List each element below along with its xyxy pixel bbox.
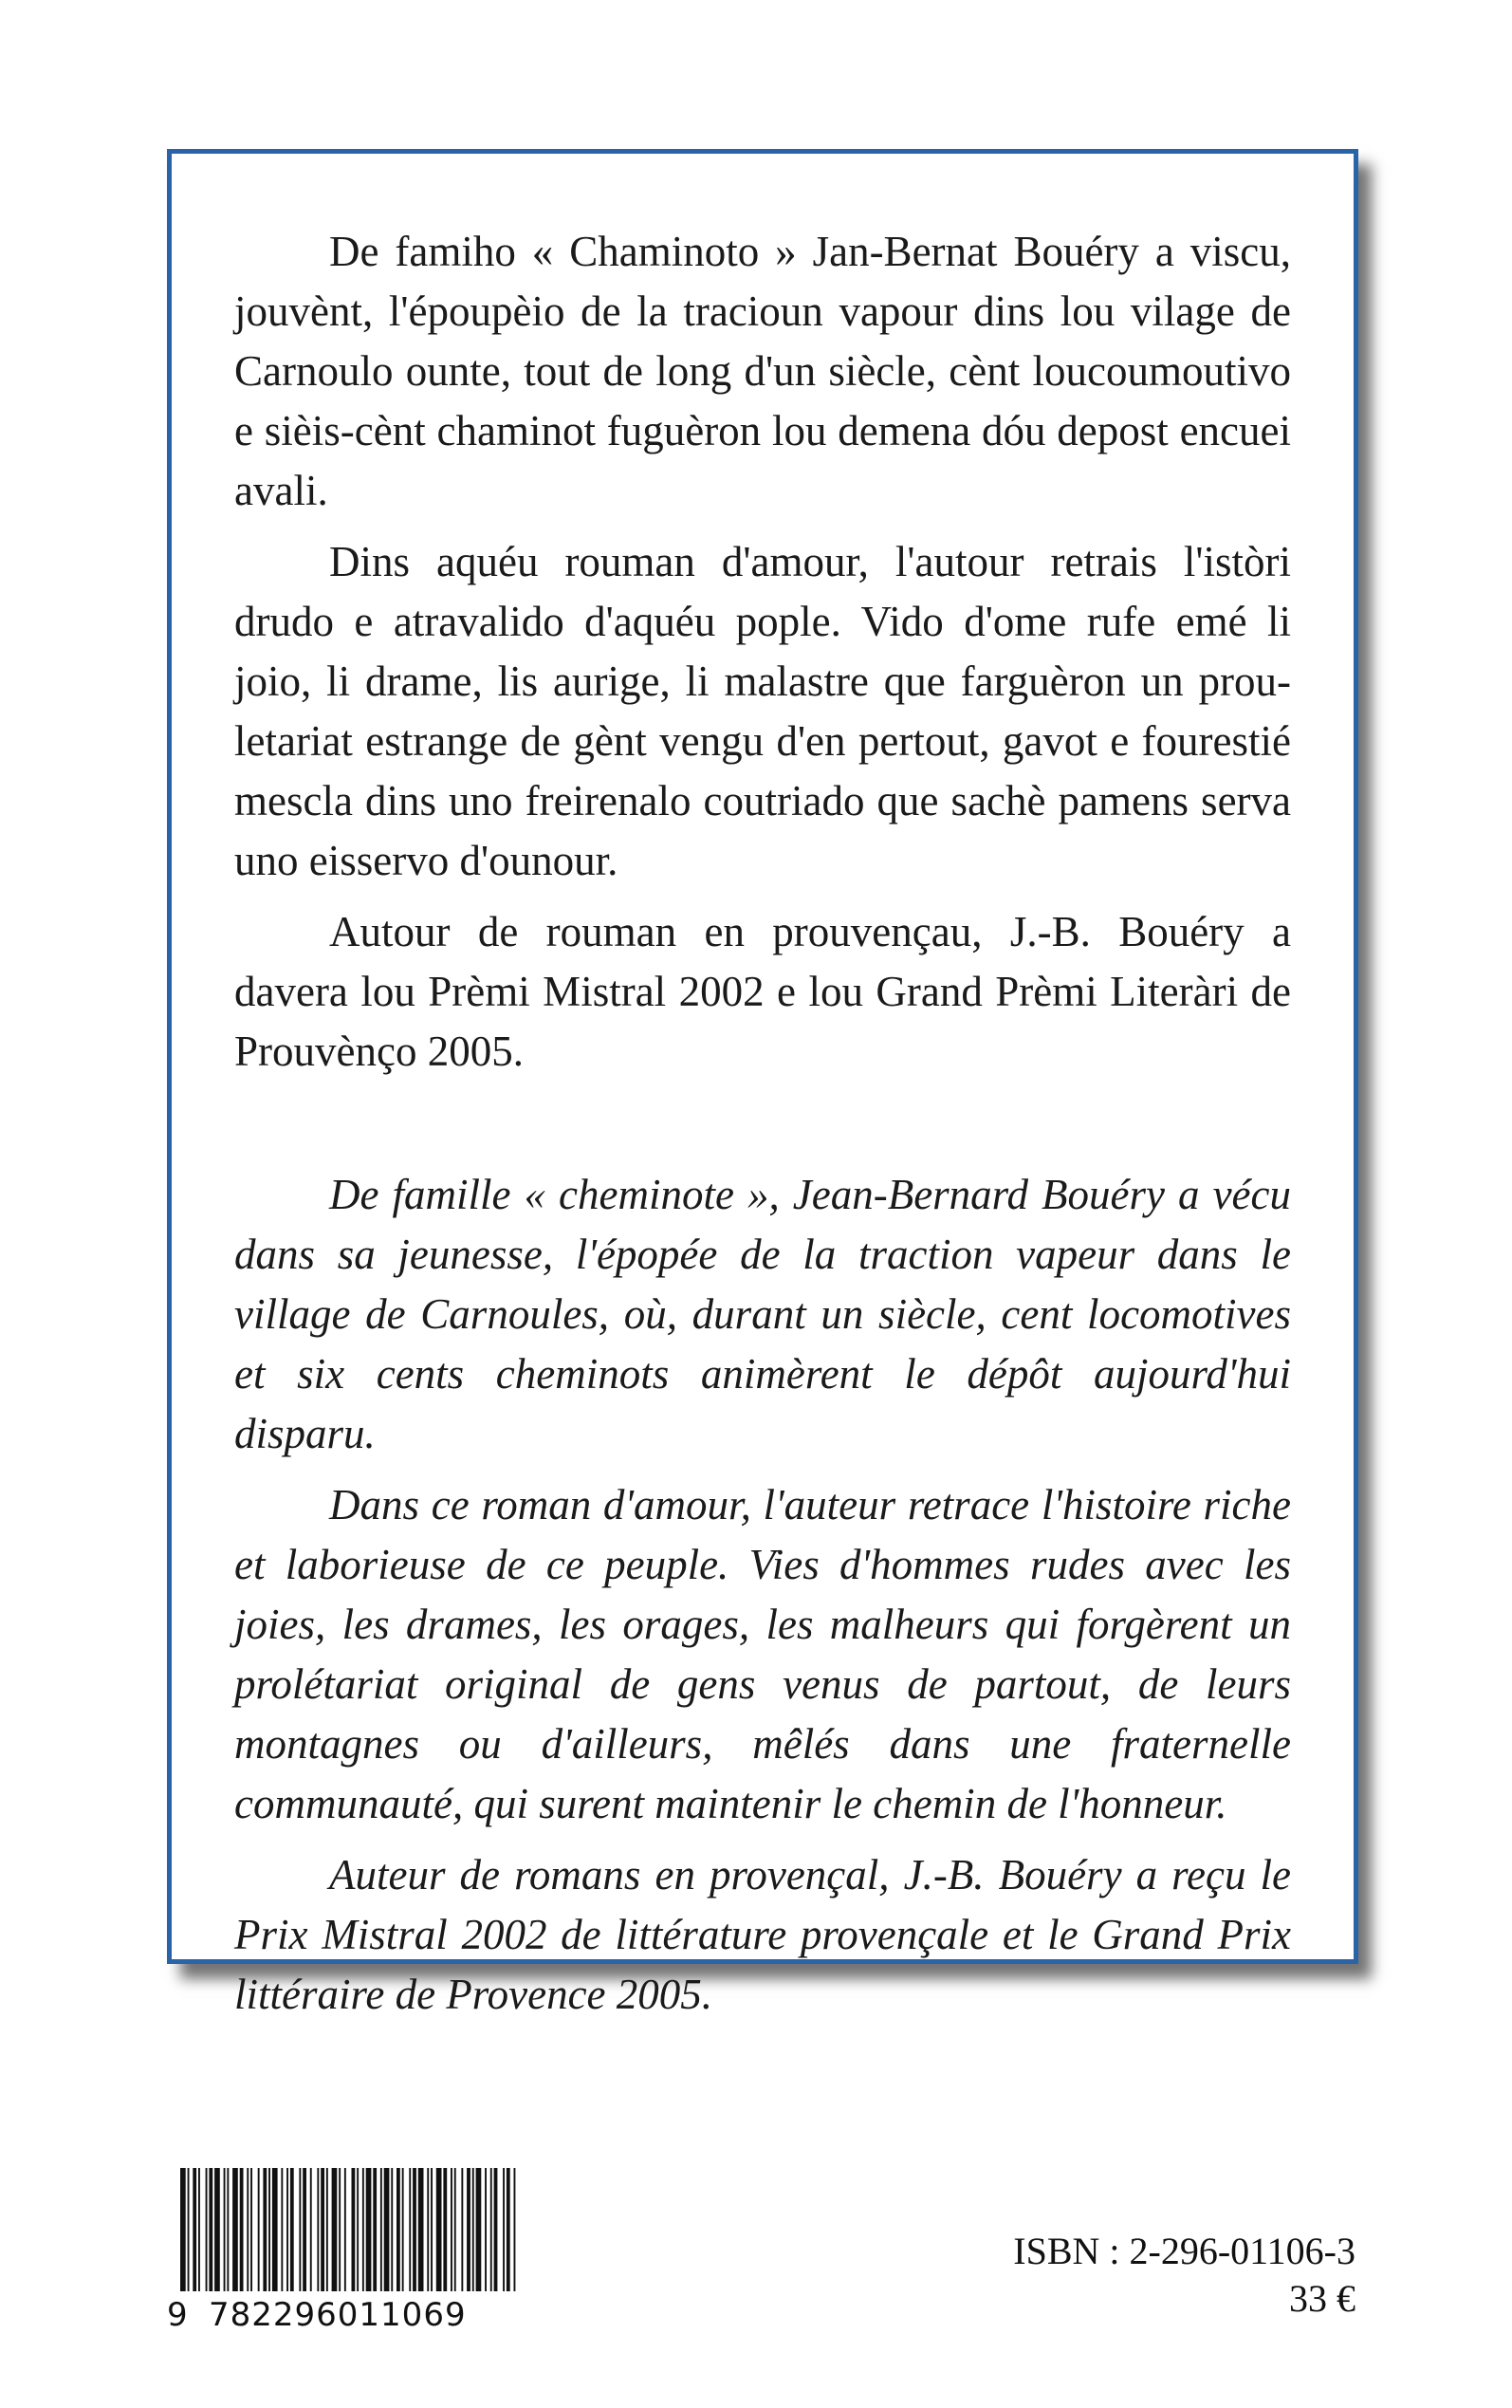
- barcode-bar: [436, 2168, 442, 2291]
- barcode-bar: [344, 2168, 346, 2291]
- barcode-bar: [303, 2168, 306, 2291]
- barcode-bar: [467, 2168, 470, 2291]
- barcode-bar: [227, 2168, 229, 2291]
- barcode-bar: [326, 2168, 328, 2291]
- barcode-bar: [209, 2168, 212, 2291]
- barcode-bar: [290, 2168, 294, 2291]
- occitan-paragraph-3: Autour de rouman en prouvençau, J.-B. Bouéry a davera lou Prèmi Mistral 2002 e lou Grand Prèmi Literàri de Prouvènço 2005.: [234, 908, 1291, 1075]
- barcode-bar: [413, 2168, 416, 2291]
- barcode-bar: [476, 2168, 482, 2291]
- barcode-bar: [451, 2168, 452, 2291]
- occitan-paragraph-1: De famiho « Chaminoto » Jan-Bernat Bouéry a viscu, jouvènt, l'époupèio de la tracioun vapour dins lou vilage de Carnoulo ounte, tout de long d'un siècle, cènt loucoumoutivo e sièis-cènt chaminot fuguèron lou demena dóu depost encuei avali.: [234, 228, 1291, 514]
- barcode-bar: [247, 2168, 249, 2291]
- isbn-label: ISBN : 2-296-01106-3: [1013, 2230, 1355, 2272]
- barcode-bar: [443, 2168, 447, 2291]
- barcode-bar: [198, 2168, 200, 2291]
- barcode-bar: [180, 2168, 186, 2291]
- occitan-text-section: [234, 222, 1291, 1082]
- french-paragraph-1: De famille « cheminote », Jean-Bernard Bouéry a vécu dans sa jeunesse, l'épopée de la traction vapeur dans le village de Carnoules, où, durant un siècle, cent locomotives et six cents cheminots animèrent le dépôt aujourd'hui disparu.: [234, 1171, 1291, 1457]
- barcode-bar: [431, 2168, 433, 2291]
- barcode-bar: [188, 2168, 190, 2291]
- barcode-bar: [418, 2168, 424, 2291]
- barcode-bar: [286, 2168, 288, 2291]
- barcode-bar: [317, 2168, 319, 2291]
- french-paragraph-2: Dans ce roman d'amour, l'auteur retrace l'histoire riche et laborieuse de ce peuple. Vies d'hommes rudes avec les joies, les drames, les orages, les malheurs qui forgèrent un prolétariat original de gens venus de partout, de leurs montagnes ou d'ailleurs, mêlés dans une fraternelle communauté, qui surent maintenir le chemin de l'honneur.: [234, 1481, 1291, 1827]
- barcode-bar: [250, 2168, 252, 2291]
- french-text-section: [234, 1165, 1291, 2025]
- barcode-bar: [321, 2168, 324, 2291]
- barcode-bar: [472, 2168, 474, 2291]
- barcode-digits: [167, 2296, 527, 2334]
- barcode-bar: [494, 2168, 498, 2291]
- occitan-paragraph-2: Dins aquéu rouman d'amour, l'autour retrais l'istòri drudo e atravalido d'aquéu pople. Vido d'ome rufe emé li joio, li drame, lis aurige, li malastre que farguèron un prouletariat estrange de gènt vengu d'en pertout, gavot e fourestié mescla dins uno freirenalo coutriado que sachè pamens serva uno eisservo d'ounour.: [234, 538, 1291, 884]
- barcode-bar: [384, 2168, 390, 2291]
- barcode-bar: [409, 2168, 411, 2291]
- barcode-bar: [454, 2168, 456, 2291]
- barcode-bar: [461, 2168, 463, 2291]
- price-label: 33 €: [1289, 2277, 1355, 2320]
- barcode: [167, 2168, 526, 2291]
- barcode-bar: [402, 2168, 404, 2291]
- barcode-bar: [391, 2168, 393, 2291]
- barcode-bar: [339, 2168, 341, 2291]
- barcode-bar: [272, 2168, 278, 2291]
- barcode-number: 782296011069: [209, 2296, 467, 2334]
- barcode-bar: [206, 2168, 208, 2291]
- barcode-bar: [281, 2168, 283, 2291]
- barcode-bar: [485, 2168, 487, 2291]
- barcode-lead-digit: 9: [167, 2296, 189, 2334]
- isbn-price-block: [1013, 2228, 1355, 2323]
- barcode-bar: [240, 2168, 244, 2291]
- barcode-bar: [514, 2168, 516, 2291]
- barcode-bar: [332, 2168, 338, 2291]
- barcode-bar: [263, 2168, 267, 2291]
- back-cover-blurb-box: [167, 149, 1358, 2018]
- barcode-bar: [357, 2168, 359, 2291]
- barcode-bar: [352, 2168, 356, 2291]
- barcode-bar: [396, 2168, 400, 2291]
- barcode-bar: [362, 2168, 364, 2291]
- barcode-bar: [490, 2168, 492, 2291]
- barcode-bar: [366, 2168, 372, 2291]
- barcode-bar: [214, 2168, 220, 2291]
- barcode-bar: [310, 2168, 312, 2291]
- barcode-bar: [373, 2168, 377, 2291]
- barcode-bar: [224, 2168, 226, 2291]
- barcode-bar: [258, 2168, 260, 2291]
- barcode-bar: [503, 2168, 505, 2291]
- barcode-bar: [232, 2168, 238, 2291]
- barcode-bar: [268, 2168, 270, 2291]
- french-paragraph-3: Auteur de romans en provençal, J.-B. Bouéry a reçu le Prix Mistral 2002 de littérature provençale et le Grand Prix littéraire de Provence 2005.: [234, 1851, 1291, 2018]
- barcode-bar: [193, 2168, 196, 2291]
- barcode-bar: [299, 2168, 301, 2291]
- barcode-bar: [380, 2168, 382, 2291]
- barcode-bar: [427, 2168, 429, 2291]
- barcode-bar: [507, 2168, 510, 2291]
